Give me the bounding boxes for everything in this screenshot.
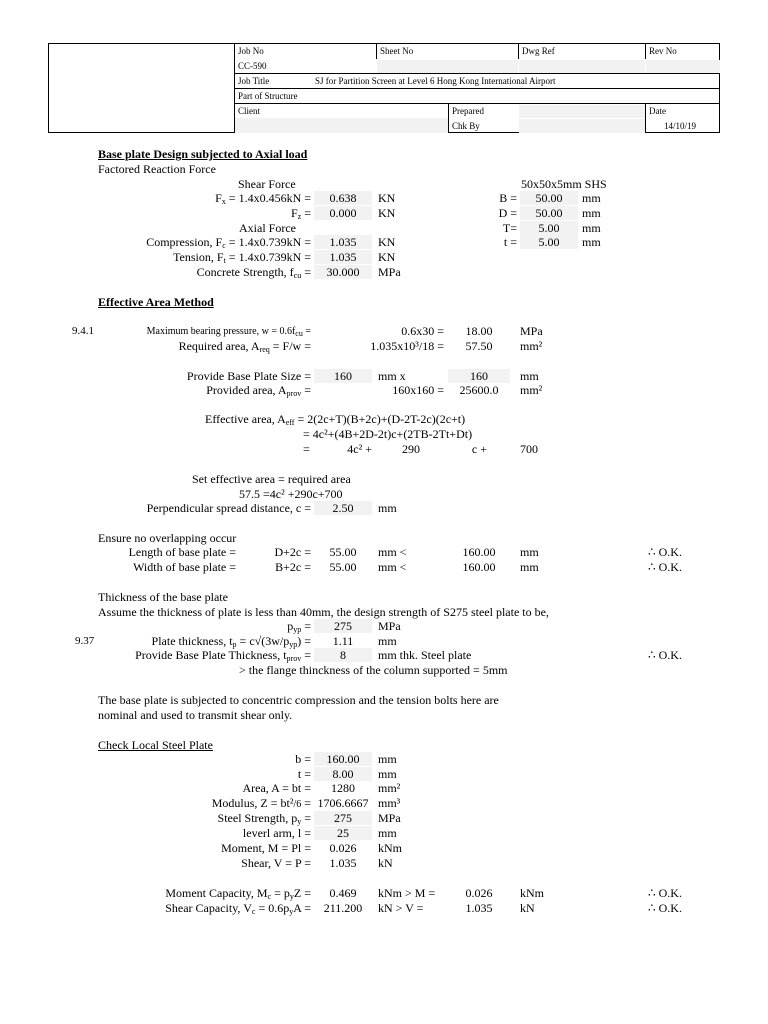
perp-spread-label: Perpendicular spread distance, c = (146, 501, 311, 515)
t-unit: mm (378, 767, 397, 781)
shear-value: 1.035 (329, 856, 357, 870)
width-ok: ∴ O.K. (648, 560, 682, 574)
fc-value: 1.035 (329, 235, 357, 249)
pyp-unit: MPa (378, 619, 401, 633)
fz-value: 0.000 (329, 206, 357, 220)
width-value: 55.00 (329, 560, 357, 574)
set-effective-area: Set effective area = required area (192, 472, 351, 486)
width-lt: mm < (378, 560, 407, 574)
fz-unit: KN (378, 206, 396, 220)
fx-value: 0.638 (329, 191, 357, 205)
shear-label: Shear, V = P = (241, 856, 311, 870)
py-unit: MPa (378, 811, 401, 825)
mc-ok: ∴ O.K. (648, 886, 682, 900)
shear-unit: kN (378, 856, 393, 870)
date-label: Date (649, 106, 666, 116)
steel-strength-label: Steel Strength, $p_y$ = (217, 811, 311, 826)
clause-ref-937: 9.37 (75, 635, 95, 647)
width-max: 160.00 (462, 560, 496, 574)
area-unit: mm² (378, 781, 401, 795)
aprov-unit: mm² (520, 383, 543, 397)
vc-ok: ∴ O.K. (648, 901, 682, 915)
shear-capacity-label: Shear Capacity, $V_c = 0.6p_yA$ = (165, 901, 311, 916)
job-no-label: Job No (238, 46, 264, 56)
flange-note: > the flange thinckness of the column supported = 5mm (239, 663, 508, 677)
ensure-no-overlap: Ensure no overlapping occur (98, 531, 237, 545)
width-label: Width of base plate = (133, 560, 236, 574)
job-no: CC-590 (238, 61, 267, 71)
areq-value: 57.50 (465, 339, 493, 353)
w-unit: MPa (520, 324, 543, 338)
width-expression: B+2c = (275, 560, 311, 574)
shear-force-label: Shear Force (238, 177, 296, 191)
aeff-coefficient: 290 (402, 442, 420, 456)
moment-value: 0.026 (329, 841, 357, 855)
modulus-label: Modulus, Z = bt²/6 = (211, 796, 311, 810)
modulus-value: 1706.6667 (317, 796, 369, 810)
aeff-equals: = (303, 442, 310, 456)
modulus-unit: mm³ (378, 796, 401, 810)
aeff-c2-term: 4c² + (347, 442, 372, 456)
length-expression: D+2c = (274, 545, 311, 559)
length-label: Length of base plate = (128, 545, 236, 559)
axial-force-label: Axial Force (239, 221, 296, 235)
moment-unit: kNm (378, 841, 402, 855)
tprov-ok: ∴ O.K. (648, 648, 682, 662)
mc-moment: 0.026 (465, 886, 493, 900)
bearing-pressure-label: Maximum bearing pressure, $w = 0.6f_{cu}$ = (146, 326, 311, 338)
pyp-label: $p_{yp}$ = (287, 619, 311, 634)
lever-arm-unit: mm (378, 826, 397, 840)
fc-unit: KN (378, 235, 396, 249)
areq-expression: 1.035x10³/18 = (370, 339, 444, 353)
t-label: t = (297, 767, 311, 781)
job-title: SJ for Partition Screen at Level 6 Hong Kong International Airport (315, 76, 556, 86)
moment-capacity-label: Moment Capacity, $M_c = p_yZ$ = (165, 886, 311, 901)
shs-t-unit: mm (582, 235, 601, 249)
paragraph-line-2: nominal and used to transmit shear only. (98, 708, 293, 722)
shs-T-label: T= (502, 221, 517, 235)
compression-label: Compression, $F_c = 1.4x0.739kN$ = (146, 235, 311, 250)
shs-B-value: 50.00 (535, 191, 563, 205)
shs-T-unit: mm (582, 221, 601, 235)
required-area-label: Required area, $A_{req} = F/w$ = (178, 339, 311, 354)
shs-B-label: B = (499, 191, 517, 205)
rev-no-label: Rev No (649, 46, 677, 56)
aprov-value: 25600.0 (459, 383, 499, 397)
tension-label: Tension, $F_t = 1.4x0.739kN$ = (173, 250, 311, 265)
width-unit: mm (520, 560, 539, 574)
perp-spread-unit: mm (378, 501, 397, 515)
b-unit: mm (378, 752, 397, 766)
w-expression: 0.6x30 = (401, 324, 444, 338)
mc-value: 0.469 (329, 886, 357, 900)
plate-size-mmx: mm x (378, 369, 406, 383)
quadratic-equation: 57.5 =4c² +290c+700 (239, 487, 343, 501)
area-label: Area, A = bt = (242, 781, 311, 795)
tprov-unit: mm thk. Steel plate (378, 648, 472, 662)
b-value: 160.00 (326, 752, 360, 766)
length-max: 160.00 (462, 545, 496, 559)
lever-arm-label: leverl arm, l = (242, 826, 311, 840)
fz-label: $F_z$ = (290, 206, 311, 221)
section-title-base-plate: Base plate Design subjected to Axial load (98, 147, 308, 161)
header-box (48, 43, 720, 133)
fx-unit: KN (378, 191, 396, 205)
shs-D-label: D = (498, 206, 517, 220)
date-value: 14/10/19 (664, 121, 697, 131)
plate-size-label: Provide Base Plate Size = (186, 369, 311, 383)
tp-unit: mm (378, 634, 397, 648)
effective-area-expanded: = 4c²+(4B+2D-2t)c+(2TB-2Tt+Dt) (303, 427, 473, 441)
fcu-unit: MPa (378, 265, 401, 279)
client-label: Client (238, 106, 260, 116)
prepared-label: Prepared (452, 106, 484, 116)
plate-thickness-label: Plate thickness, $t_p = c√(3w/p_{yp})$ = (151, 634, 311, 649)
mc-unit: kNm (520, 886, 544, 900)
aeff-constant: 700 (520, 442, 538, 456)
lever-arm-value: 25 (337, 826, 349, 840)
fx-label: $F_x = 1.4x0.456kN$ = (215, 191, 311, 206)
shs-B-unit: mm (582, 191, 601, 205)
effective-area-formula: Effective area, $A_{eff} = 2(2c+T)(B+2c)+(D-2T-2c)(2c+t)$ (205, 412, 466, 427)
moment-label: Moment, M = Pl = (221, 841, 311, 855)
shs-title: 50x50x5mm SHS (521, 177, 607, 191)
shs-T-value: 5.00 (538, 221, 560, 235)
sheet-no-label: Sheet No (380, 46, 414, 56)
ft-unit: KN (378, 250, 396, 264)
vc-unit: kN (520, 901, 535, 915)
concrete-strength-label: Concrete Strength, $f_{cu}$ = (196, 265, 311, 280)
clause-ref-941: 9.4.1 (72, 325, 94, 337)
factored-reaction-label: Factored Reaction Force (98, 162, 216, 176)
length-lt: mm < (378, 545, 407, 559)
b-label: b = (295, 752, 311, 766)
part-of-structure-label: Part of Structure (238, 91, 298, 101)
dwg-ref-label: Dwg Ref (522, 46, 555, 56)
plate-size-b: 160 (470, 369, 488, 383)
mc-compare: kNm > M = (378, 886, 436, 900)
section-title-effective-area: Effective Area Method (98, 295, 214, 309)
provided-area-label: Provided area, $A_{prov}$ = (206, 383, 311, 398)
fcu-value: 30.000 (326, 265, 360, 279)
perp-spread-value: 2.50 (332, 501, 354, 515)
length-unit: mm (520, 545, 539, 559)
tprov-value: 8 (340, 648, 346, 662)
tp-value: 1.11 (332, 634, 354, 648)
areq-unit: mm² (520, 339, 543, 353)
ft-value: 1.035 (329, 250, 357, 264)
plate-size-unit: mm (520, 369, 539, 383)
job-title-label: Job Title (238, 76, 270, 86)
provide-thickness-label: Provide Base Plate Thickness, $t_{prov}$ = (135, 648, 311, 663)
vc-value: 211.200 (323, 901, 363, 915)
vc-compare: kN > V = (378, 901, 424, 915)
length-ok: ∴ O.K. (648, 545, 682, 559)
thickness-title: Thickness of the base plate (98, 590, 228, 604)
py-value: 275 (334, 811, 352, 825)
assume-text: Assume the thickness of plate is less than 40mm, the design strength of S275 steel plate to be, (98, 605, 549, 619)
w-value: 18.00 (465, 324, 493, 338)
paragraph-line-1: The base plate is subjected to concentric compression and the tension bolts here are (98, 693, 499, 707)
plate-size-a: 160 (334, 369, 352, 383)
shs-D-unit: mm (582, 206, 601, 220)
area-value: 1280 (331, 781, 355, 795)
pyp-value: 275 (334, 619, 352, 633)
section-title-check-local: Check Local Steel Plate (98, 738, 213, 752)
t-value: 8.00 (332, 767, 354, 781)
aprov-expression: 160x160 = (392, 383, 444, 397)
length-value: 55.00 (329, 545, 357, 559)
vc-shear: 1.035 (465, 901, 493, 915)
shs-t-label: t = (503, 235, 517, 249)
chk-by-label: Chk By (452, 121, 480, 131)
shs-t-value: 5.00 (538, 235, 560, 249)
aeff-c-term: c + (471, 442, 487, 456)
shs-D-value: 50.00 (535, 206, 563, 220)
